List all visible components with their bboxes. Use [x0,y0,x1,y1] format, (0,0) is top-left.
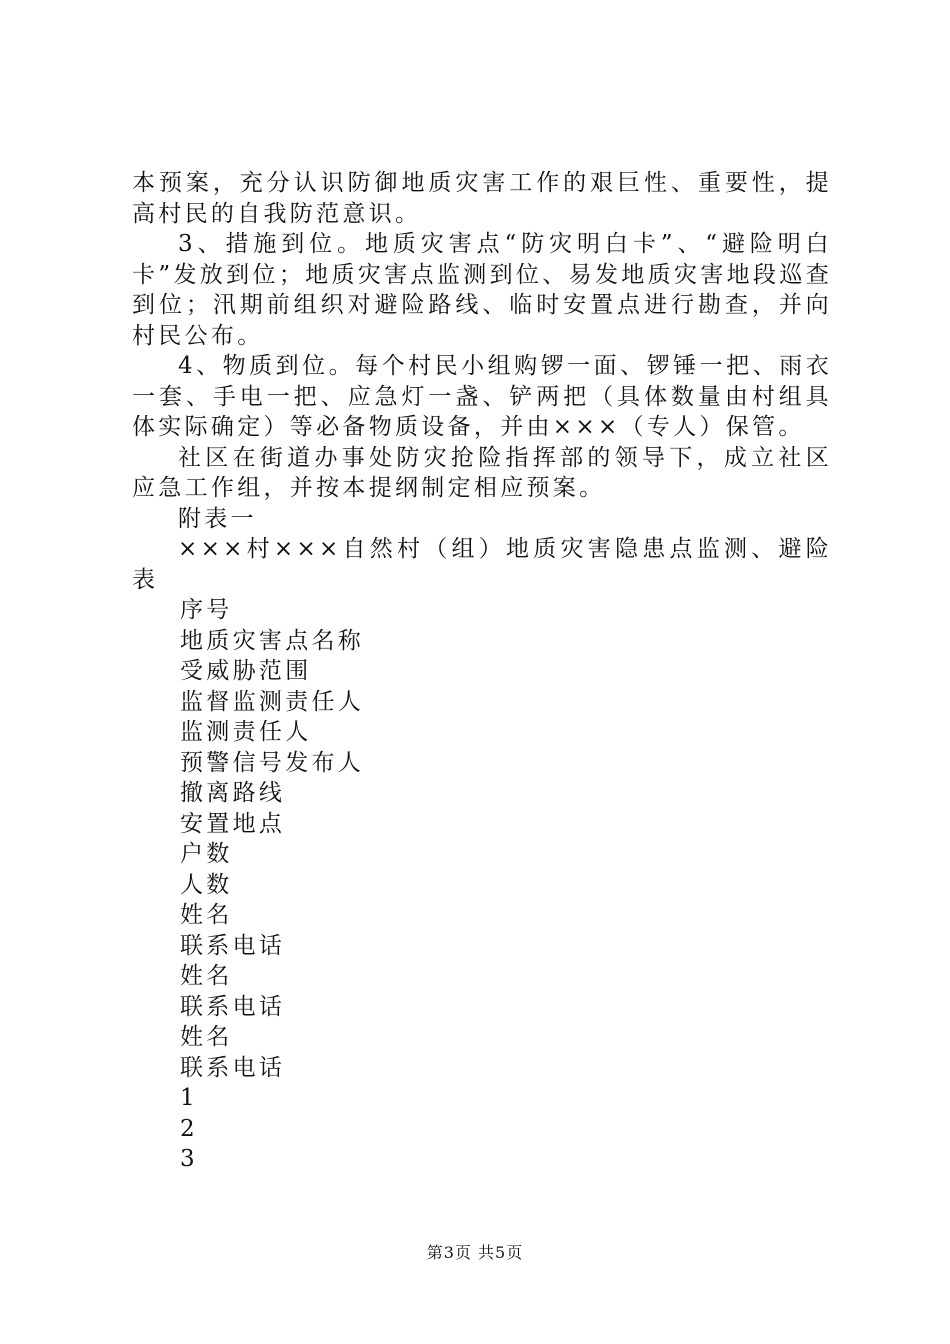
list-item: 3 [180,1146,198,1172]
list-item: 人数 [180,871,233,898]
table-field-list [132,595,832,1175]
list-item: 联系电话 [180,1054,286,1081]
list-item: 监测责任人 [180,719,312,745]
list-item: 姓名 [180,1024,233,1050]
paragraph-continuation: 本预案，充分认识防御地质灾害工作的艰巨性、重要性，提高村民的自我防范意识。 [132,170,832,227]
document-body [132,168,832,1175]
list-item: 联系电话 [180,993,286,1020]
page-number-footer: 第3页 共5页 [426,1243,524,1262]
list-item: 监督监测责任人 [180,688,365,715]
list-item: 1 [180,1085,198,1111]
list-item: 撤离路线 [180,780,286,806]
list-item: 安置地点 [180,810,286,837]
paragraph-materials: 4、物质到位。每个村民小组购锣一面、锣锤一把、雨衣一套、手电一把、应急灯一盏、铲两把（具体数量由村组具体实际确定）等必备物质设备，并由×××（专人）保管。 [132,353,832,440]
table-title: ×××村×××自然村（组）地质灾害隐患点监测、避险表 [132,536,832,593]
paragraph-community: 社区在街道办事处防灾抢险指挥部的领导下，成立社区应急工作组，并按本提纲制定相应预案。 [132,444,832,501]
list-item: 户数 [180,841,233,867]
list-item: 地质灾害点名称 [180,627,365,654]
list-item: 序号 [180,597,233,623]
list-item: 受威胁范围 [180,658,312,684]
appendix-heading: 附表一 [178,505,257,532]
list-item: 2 [180,1115,198,1142]
list-item: 联系电话 [180,932,286,959]
list-item: 姓名 [180,963,233,989]
list-item: 姓名 [180,902,233,928]
paragraph-measures: 3、措施到位。地质灾害点“防灾明白卡”、“避险明白卡”发放到位；地质灾害点监测到位、易发地质灾害地段巡查到位；汛期前组织对避险路线、临时安置点进行勘查，并向村民公布。 [132,231,832,349]
list-item: 预警信号发布人 [180,749,365,776]
